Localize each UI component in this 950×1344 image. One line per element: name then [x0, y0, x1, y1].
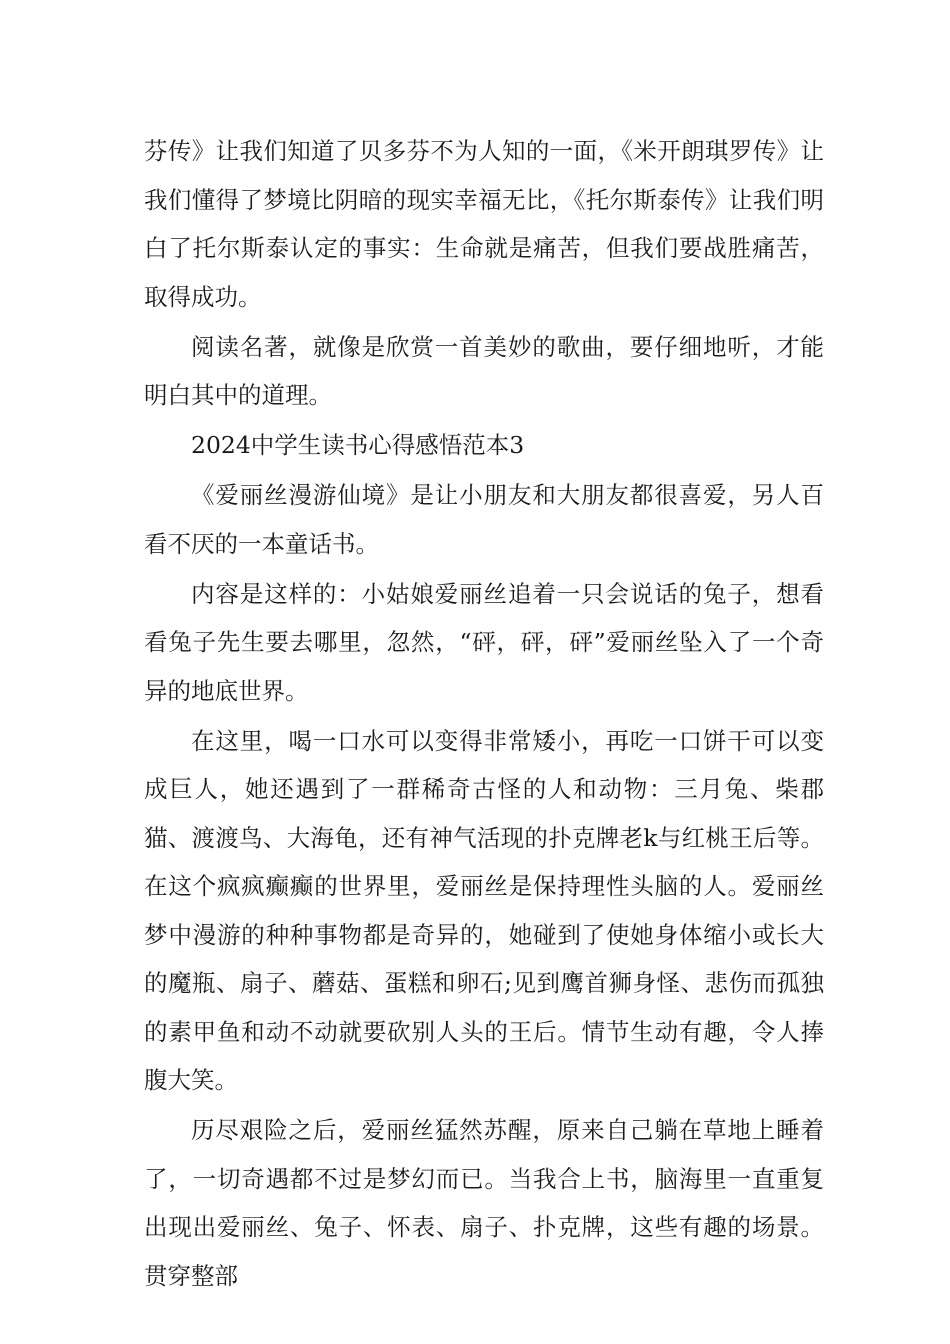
- paragraph-continued: 芬传》让我们知道了贝多芬不为人知的一面，《米开朗琪罗传》让我们懂得了梦境比阴暗的现实幸福无比，《托尔斯泰传》让我们明白了托尔斯泰认定的事实：生命就是痛苦，但我们要战胜痛苦，取得成功。: [144, 137, 824, 311]
- section-heading: 2024中学生读书心得感悟范本3: [191, 431, 525, 459]
- paragraph-wonderland-events: 在这里，喝一口水可以变得非常矮小，再吃一口饼干可以变成巨人，她还遇到了一群稀奇古怪的人和动物：三月兔、柴郡猫、渡渡鸟、大海龟，还有神气活现的扑克牌老k与红桃王后等。在这个疯疯癫癫的世界里，爱丽丝是保持理性头脑的人。爱丽丝梦中漫游的种种事物都是奇异的，她碰到了使她身体缩小或长大的魔瓶、扇子、蘑菇、蛋糕和卵石;见到鹰首狮身怪、悲伤而孤独的素甲鱼和动不动就要砍别人头的王后。情节生动有趣，令人捧腹大笑。: [144, 726, 824, 1094]
- document-body: [144, 127, 824, 1302]
- paragraph-reading-classics: 阅读名著，就像是欣赏一首美妙的歌曲，要仔细地听，才能明白其中的道理。: [144, 332, 824, 409]
- paragraph-story-content: 内容是这样的：小姑娘爱丽丝追着一只会说话的兔子，想看看兔子先生要去哪里，忽然，“砰，砰，砰”爱丽丝坠入了一个奇异的地底世界。: [144, 579, 824, 705]
- paragraph-awakening: 历尽艰险之后，爱丽丝猛然苏醒，原来自己躺在草地上睡着了，一切奇遇都不过是梦幻而已。当我合上书，脑海里一直重复出现出爱丽丝、兔子、怀表、扇子、扑克牌，这些有趣的场景。贯穿整部: [144, 1116, 824, 1290]
- paragraph-alice-intro: 《爱丽丝漫游仙境》是让小朋友和大朋友都很喜爱，另人百看不厌的一本童话书。: [144, 481, 824, 558]
